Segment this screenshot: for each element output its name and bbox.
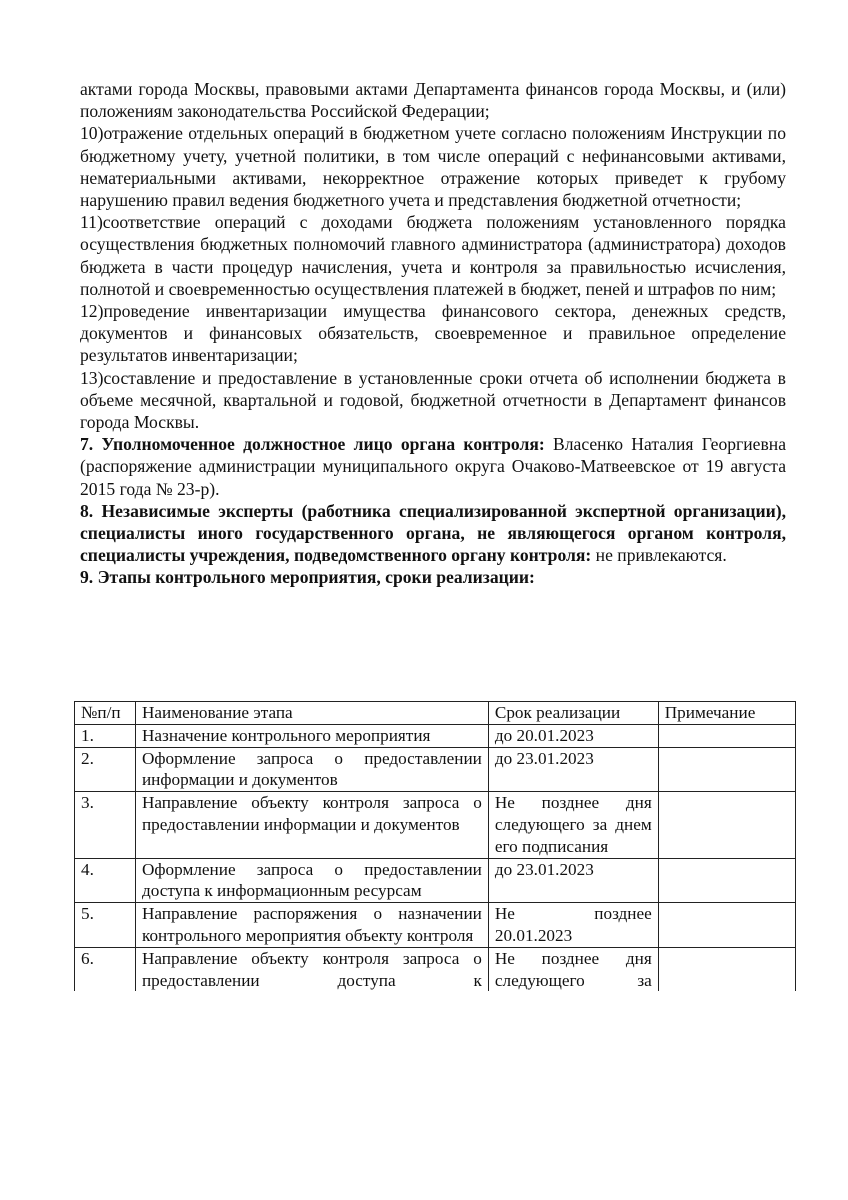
paragraph-item-13: 13)составление и предоставление в установленные сроки отчета об исполнении бюджета в объеме месячной, квартальной и годовой, бюджетной отчетности в Департамент финансов города Москвы.: [80, 367, 786, 433]
header-number: №п/п: [75, 702, 136, 725]
section-7-heading: 7. Уполномоченное должностное лицо органа контроля:: [80, 434, 545, 455]
row-stage: Направление распоряжения о назначении контрольного мероприятия объекту контроля: [135, 903, 488, 948]
row-number: 3.: [75, 792, 136, 858]
document-body: [80, 78, 786, 589]
row-number: 1.: [75, 724, 136, 747]
row-stage: Назначение контрольного мероприятия: [135, 724, 488, 747]
section-8-text: не привлекаются.: [591, 545, 727, 566]
section-9-heading: 9. Этапы контрольного мероприятия, сроки реализации:: [80, 567, 535, 588]
row-note: [658, 792, 795, 858]
row-note: [658, 947, 795, 991]
table-header-row: [75, 702, 796, 725]
section-8: [80, 500, 786, 567]
section-7-text: Власенко Наталия Георгиевна (распоряжение администрации муниципального округа Очаково-Матвеевское от 19 августа 2015 года № 23-р).: [80, 434, 787, 499]
row-note: [658, 858, 795, 903]
paragraph-item-12: 12)проведение инвентаризации имущества финансового сектора, денежных средств, документов и финансовых обязательств, своевременное и правильное определение результатов инвентаризации;: [80, 301, 786, 366]
row-deadline: до 23.01.2023: [488, 747, 658, 792]
paragraph-item-10: 10)отражение отдельных операций в бюджетном учете согласно положениям Инструкции по бюджетному учету, учетной политики, в том числе операций с нефинансовыми активами, нематериальными активами, некорректное отражение которых приведет к грубому нарушению правил ведения бюджетного учета и представления бюджетной отчетности;: [80, 123, 786, 211]
row-note: [658, 903, 795, 948]
table-row: [75, 947, 796, 991]
row-number: 4.: [75, 858, 136, 903]
row-number: 6.: [75, 947, 136, 991]
row-deadline: до 20.01.2023: [488, 724, 658, 747]
table-row: [75, 903, 796, 948]
table-row: [75, 747, 796, 792]
row-deadline: Не позднее дня следующего за: [488, 947, 658, 991]
section-9: [80, 566, 786, 588]
table-row: [75, 858, 796, 903]
row-stage: Направление объекту контроля запроса о предоставлении доступа к: [135, 947, 488, 991]
header-note: Примечание: [658, 702, 795, 725]
row-deadline: Не позднее дня следующего за днем его подписания: [488, 792, 658, 858]
row-deadline: Не позднее 20.01.2023: [488, 903, 658, 948]
row-note: [658, 747, 795, 792]
stages-table: [74, 701, 796, 991]
paragraph-continuation: актами города Москвы, правовыми актами Департамента финансов города Москвы, и (или) положениям законодательства Российской Федерации;: [80, 79, 786, 122]
header-stage: Наименование этапа: [135, 702, 488, 725]
table-row: [75, 724, 796, 747]
table-row: [75, 792, 796, 858]
row-number: 2.: [75, 747, 136, 792]
row-stage: Направление объекту контроля запроса о предоставлении информации и документов: [135, 792, 488, 858]
section-8-heading: 8. Независимые эксперты (работника специализированной экспертной организации), специалисты иного государственного органа, не являющегося органом контроля, специалисты учреждения, подведомственного органу контроля:: [80, 500, 786, 566]
header-deadline: Срок реализации: [488, 702, 658, 725]
section-7: [80, 433, 786, 500]
row-deadline: до 23.01.2023: [488, 858, 658, 903]
row-number: 5.: [75, 903, 136, 948]
row-note: [658, 724, 795, 747]
row-stage: Оформление запроса о предоставлении информации и документов: [135, 747, 488, 792]
row-stage: Оформление запроса о предоставлении доступа к информационным ресурсам: [135, 858, 488, 903]
paragraph-item-11: 11)соответствие операций с доходами бюджета положениям установленного порядка осуществления бюджетных полномочий главного администратора (администратора) доходов бюджета в части процедур начисления, учета и контроля за правильностью исчисления, полнотой и своевременностью осуществления платежей в бюджет, пеней и штрафов по ним;: [80, 212, 786, 299]
